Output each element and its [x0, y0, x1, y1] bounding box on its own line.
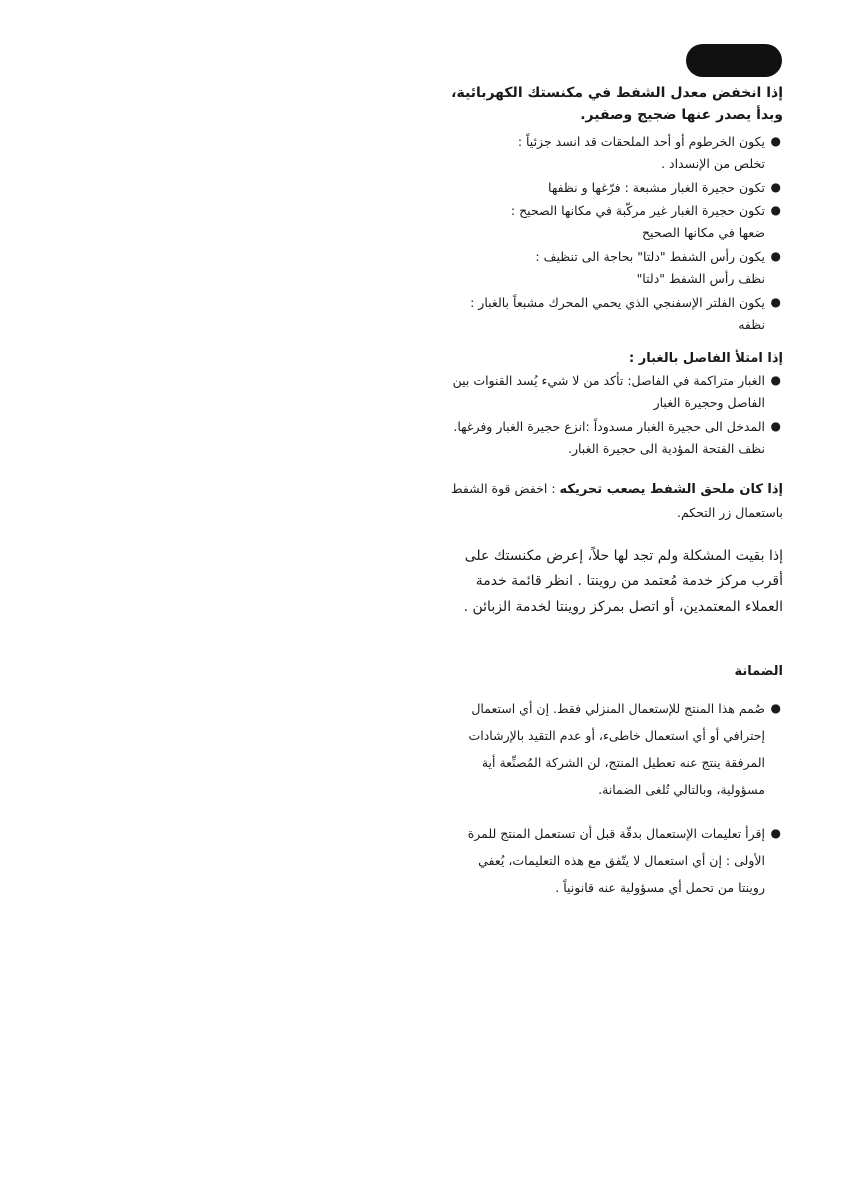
section2-list [430, 370, 783, 460]
troubleshooting-column [430, 82, 783, 920]
bullet-icon: ● [770, 826, 781, 841]
suction-tool-line2: باستعمال زر التحكم. [676, 504, 783, 520]
list-item: ● الغبار متراكمة في الفاصل: تأكد من لا شيء يُسد القنوات بين الفاصل وحجيرة الغبار [430, 370, 783, 414]
list-item: ● يكون الخرطوم أو أحد الملحقات قد انسد جزئياً : تخلص من الإنسداد . [430, 131, 783, 175]
bullet-icon: ● [770, 700, 781, 715]
list-item: ● يكون رأس الشفط "دلتا" بحاجة الى تنظيف : نظف رأس الشفط "دلتا" [430, 246, 783, 290]
bullet-icon: ● [770, 294, 781, 309]
list-item: ● صُمم هذا المنتج للإستعمال المنزلي فقط. إن أي استعمال إحترافي أو أي استعمال خاطىء، أو عدم التقيد بالإرشادات المرفقة ينتج عنه تعطيل المنتج، لن الشركة المُصنِّعة أية مسؤولية، وبالتالي تُلغى الضمانة. [430, 696, 783, 804]
list-item: ● يكون الفلتر الإسفنجي الذي يحمي المحرك مشبعاً بالغبار : نظفه [430, 292, 783, 336]
suction-tool-paragraph [430, 478, 783, 524]
suction-tool-advice: : اخفض قوة الشفط [450, 480, 560, 496]
bullet-icon: ● [770, 249, 781, 264]
bullet-icon: ● [770, 203, 781, 218]
bullet-icon: ● [770, 133, 781, 148]
warranty-title: الضمانة [734, 664, 783, 680]
section2-heading: إذا امتلأ الفاصل بالغبار : [629, 350, 783, 366]
list-item: ● إقرأ تعليمات الإستعمال بدقّة قبل أن تستعمل المنتج للمرة الأولى : إن أي استعمال لا يتّفق مع هذه التعليمات، يُعفي روينتا من تحمل أي مسؤولية عنه قانونياً . [430, 821, 783, 902]
list-item: ● تكون حجيرة الغبار مشبعة : فرّغها و نظفها [430, 177, 783, 199]
list-item: ● المدخل الى حجيرة الغبار مسدوداً :انزع حجيرة الغبار وفرغها. نظف الفتحة المؤدية الى حجيرة الغبار. [430, 416, 783, 460]
page-tab-badge [686, 44, 782, 77]
suction-tool-lead: إذا كان ملحق الشفط يصعب تحريكه [559, 481, 783, 497]
bullet-icon: ● [770, 419, 781, 434]
section1-list [430, 131, 783, 336]
section1-heading: إذا انخفض معدل الشفط في مكنستك الكهربائية، وبدأ يصدر عنها ضجيج وصفير. [451, 85, 783, 124]
list-item: ● تكون حجيرة الغبار غير مركّبة في مكانها الصحيح : ضعها في مكانها الصحيح [430, 200, 783, 244]
bullet-icon: ● [770, 179, 781, 194]
bullet-icon: ● [770, 373, 781, 388]
service-center-paragraph: إذا بقيت المشكلة ولم تجد لها حلاً، إعرض مكنستك على أقرب مركز خدمة مُعتمد من روينتا . انظر قائمة خدمة العملاء المعتمدين، أو اتصل بمركز روينتا لخدمة الزبائن . [463, 547, 783, 616]
warranty-list [430, 696, 783, 902]
